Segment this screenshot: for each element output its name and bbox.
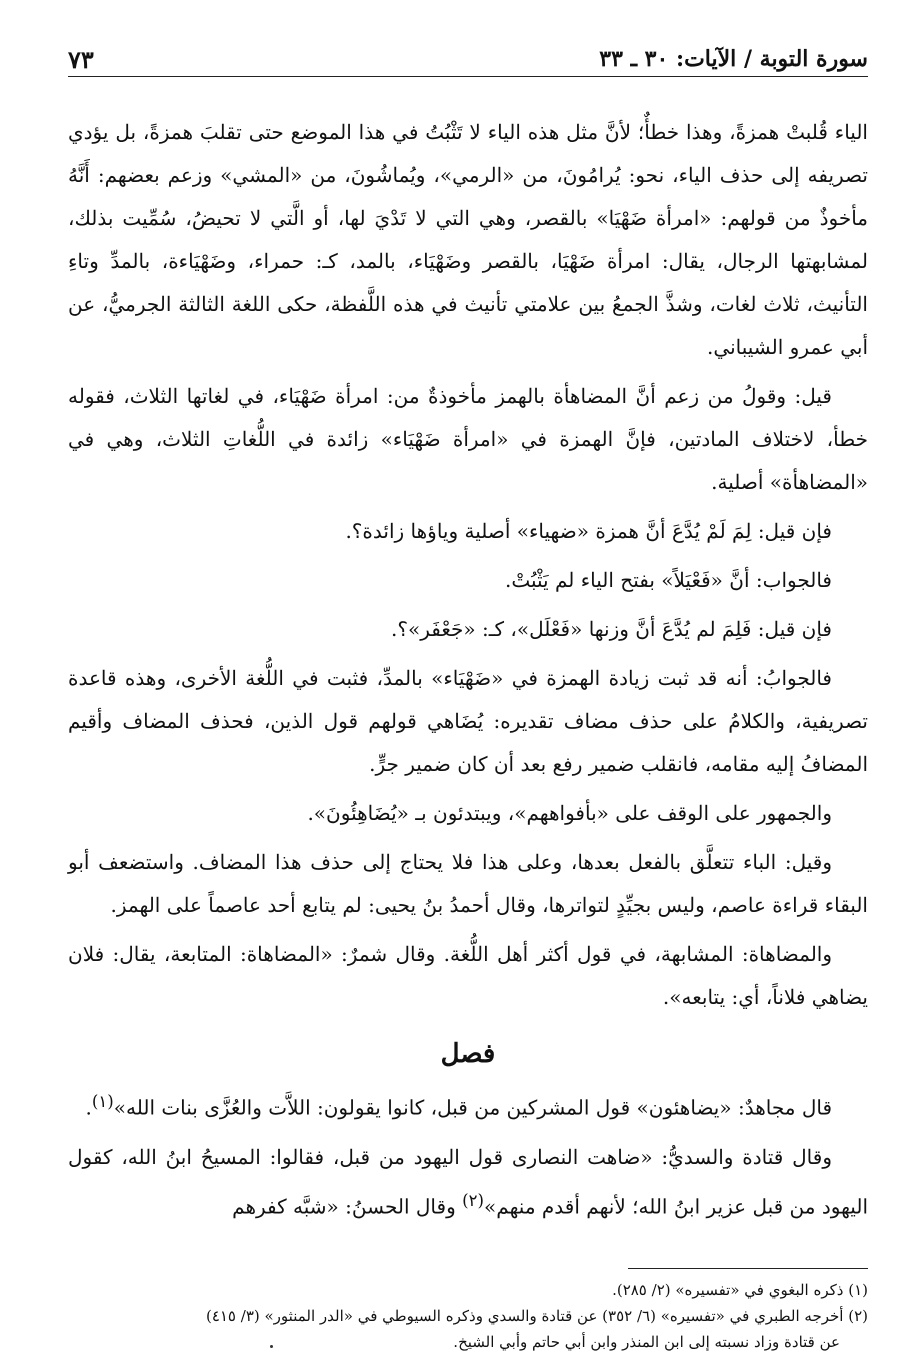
footnote-separator bbox=[628, 1268, 868, 1269]
footnotes bbox=[68, 1277, 868, 1355]
print-speck bbox=[270, 1345, 273, 1348]
paragraph: فالجواب: أنَّ «فَعْيَلاً» بفتح الياء لم يَثْبُتْ. bbox=[504, 568, 832, 592]
footnote-continuation: عن قتادة وزاد نسبته إلى ابن المنذر وابن أبي حاتم وأبي الشيخ. bbox=[453, 1333, 840, 1352]
paragraph-end: وقال الحسنُ: «شبَّه كفرهم bbox=[232, 1194, 463, 1219]
main-text bbox=[68, 111, 868, 1228]
page-number: ٧٣ bbox=[68, 45, 94, 74]
chapter-title: سورة التوبة / الآيات: ٣٠ ـ ٣٣ bbox=[599, 46, 868, 72]
paragraph-text: وقال قتادة والسديُّ: «ضاهت النصارى قول اليهود من قبل، فقالوا: المسيحُ ابنُ الله، كقول اليهود من قبل عزير ابنُ الله؛ لأنهم أقدم منهم» bbox=[68, 1144, 868, 1219]
book-page bbox=[68, 36, 868, 1356]
paragraph bbox=[68, 1080, 868, 1130]
section-heading: فصل bbox=[440, 1039, 496, 1069]
paragraph bbox=[68, 1136, 868, 1229]
paragraph: فإن قيل: فَلِمَ لم يُدَّعَ أنَّ وزنها «فَعْلَل»، كـ: «جَعْفَر»؟. bbox=[390, 617, 832, 641]
paragraph: قيل: وقولُ من زعم أنَّ المضاهأة بالهمز مأخوذةٌ من: امرأة ضَهْيَاء، في لغاتها الثلاث، فقوله خطأ، لاختلاف المادتين، فإنَّ الهمزة في «امرأة ضَهْيَاء» زائدة في اللُّغاتِ الثلاث، وهي في «المضاهأة» أصلية. bbox=[68, 384, 868, 494]
paragraph: والجمهور على الوقف على «بأفواههم»، ويبتدئون بـ «يُضَاهِئُونَ». bbox=[307, 801, 832, 825]
footnote-ref: (١) bbox=[91, 1092, 114, 1111]
footnote: (٢) أخرجه الطبري في «تفسيره» (٦/ ٣٥٢) عن قتادة والسدي وذكره السيوطي في «الدر المنثور» (٣/ ٤١٥) bbox=[205, 1307, 868, 1326]
paragraph: فالجوابُ: أنه قد ثبت زيادة الهمزة في «ضَهْيَاء» بالمدِّ، فثبت في اللُّغة الأخرى، وهذه قاعدة تصريفية، والكلامُ على حذف مضاف تقديره: يُضَاهي قولهم قول الذين، فحذف المضاف وأقيم المضافُ إليه مقامه، فانقلب ضمير رفع بعد أن كان ضمير جرٍّ. bbox=[68, 666, 868, 776]
running-header bbox=[68, 36, 868, 77]
paragraph-text: قال مجاهدٌ: «يضاهئون» قول المشركين من قبل، كانوا يقولون: اللاَّت والعُزَّى بنات الله» bbox=[113, 1095, 832, 1120]
footnote-ref: (٢) bbox=[462, 1190, 485, 1210]
paragraph: والمضاهاة: المشابهة، في قول أكثر أهل اللُّغة. وقال شمرٌ: «المضاهاة: المتابعة، يقال: فلان يضاهي فلاناً، أي: يتابعه». bbox=[68, 942, 868, 1009]
footnote: (١) ذكره البغوي في «تفسيره» (٢/ ٢٨٥). bbox=[612, 1281, 868, 1300]
paragraph: وقيل: الباء تتعلَّق بالفعل بعدها، وعلى هذا فلا يحتاج إلى حذف هذا المضاف. واستضعف أبو البقاء قراءة عاصم، وليس بجيِّدٍ لتواترها، وقال أحمدُ بنُ يحيى: لم يتابع أحد عاصماً على الهمز. bbox=[68, 850, 868, 917]
paragraph: فإن قيل: لِمَ لَمْ يُدَّعَ أنَّ همزة «ضهياء» أصلية وياؤها زائدة؟. bbox=[345, 519, 832, 543]
paragraph-end: . bbox=[85, 1095, 92, 1120]
paragraph: الياء قُلبتْ همزةً، وهذا خطأٌ؛ لأنَّ مثل هذه الياء لا تَثْبُتُ في هذا الموضع حتى تقلبَ همزةً، بل يؤدي تصريفه إلى حذف الياء، نحو: يُرامُونَ، من «الرمي»، ويُماشُونَ، من «المشي» وزعم بعضهم: أَنَّهُ مأخوذٌ من قولهم: «امرأة ضَهْيَا» بالقصر، وهي التي لا تَدْيَ لها، أو الَّتي لا تحيضُ، سُمِّيت بذلك، لمشابهتها الرجال، يقال: امرأة ضَهْيَا، بالقصر وضَهْيَاء، بالمد، كـ: حمراء، وضَهْيَاءة، بالمدِّ وتاءِ التأنيث، ثلاث لغات، وشذَّ الجمعُ بين علامتي تأنيث في هذه اللَّفظة، حكى اللغة الثالثة الجرميُّ، عن أبي عمرو الشيباني. bbox=[68, 120, 868, 359]
